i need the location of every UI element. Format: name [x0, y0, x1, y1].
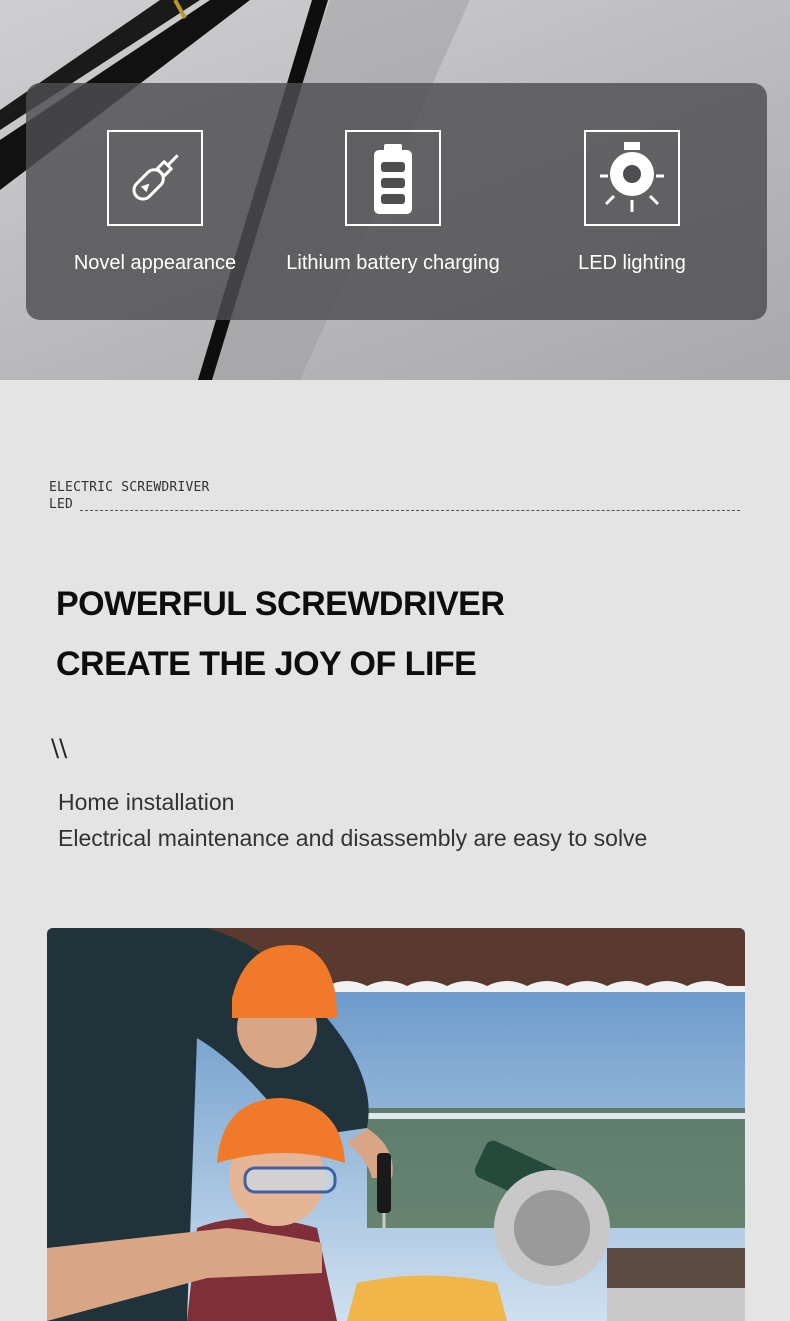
- feature-icon-frame: [584, 130, 680, 226]
- dashed-divider: [80, 510, 740, 511]
- description-line-1: Home installation: [58, 789, 235, 815]
- feature-lithium-battery: [273, 130, 513, 275]
- led-bulb-icon: [592, 138, 672, 218]
- feature-panel: [26, 83, 767, 320]
- feature-label: LED lighting: [578, 252, 686, 274]
- description-line-2: Electrical maintenance and disassembly are easy to solve: [58, 825, 648, 851]
- headline-line-1: POWERFUL SCREWDRIVER: [56, 585, 505, 623]
- slash-mark: \\: [51, 734, 68, 762]
- feature-led-lighting: [512, 130, 752, 275]
- tagline-line-1: ELECTRIC SCREWDRIVER: [49, 480, 210, 495]
- hero-banner: [0, 0, 790, 380]
- tagline-line-2: LED: [49, 497, 74, 512]
- screwdriver-icon: [115, 138, 195, 218]
- headline-line-2: CREATE THE JOY OF LIFE: [56, 645, 477, 683]
- feature-label: Novel appearance: [73, 252, 237, 274]
- product-usage-photo: [47, 928, 745, 1321]
- product-tagline: [49, 479, 210, 513]
- feature-novel-appearance: [35, 130, 275, 275]
- feature-icon-frame: [345, 130, 441, 226]
- battery-icon: [353, 138, 433, 218]
- father-child-workshop-image: [47, 928, 745, 1321]
- feature-icon-frame: [107, 130, 203, 226]
- feature-label: Lithium battery charging: [286, 252, 500, 274]
